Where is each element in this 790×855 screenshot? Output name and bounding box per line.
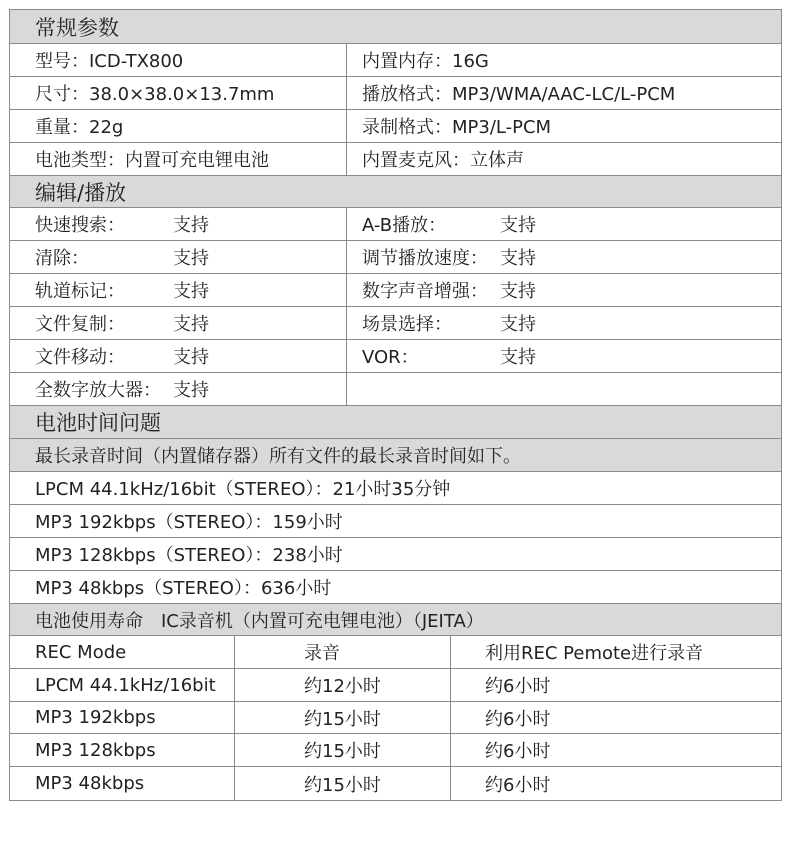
table-row [10,77,781,110]
feature-label: VOR： [362,347,419,368]
spec-cell: 电池类型：内置可充电锂电池 [10,143,347,175]
feature-value: 支持 [173,380,209,401]
remote-hours-cell: 约6小时 [485,741,551,762]
feature-value: 支持 [500,314,536,335]
table-row [10,110,781,143]
feature-cell [10,208,347,240]
feature-cell [10,340,347,372]
table-row [10,472,781,505]
section-header-battery-life: 电池使用寿命 IC录音机（内置可充电锂电池）（JEITA） [10,604,781,636]
feature-label: 数字声音增强： [362,281,488,302]
table-row [10,702,781,734]
remote-hours-cell: 约6小时 [485,676,551,697]
remote-hours-cell: 约6小时 [485,774,551,796]
spec-cell: 播放格式：MP3/WMA/AAC-LC/L-PCM [362,84,676,105]
feature-label: 轨道标记： [35,281,125,302]
table-row [10,143,781,176]
feature-label: 文件移动： [35,347,125,368]
feature-value: 支持 [173,248,209,269]
feature-cell [10,373,347,405]
column-header: 利用REC Pemote进行录音 [485,643,704,664]
table-row [10,767,781,800]
rec-mode-cell: MP3 128kbps [10,734,235,766]
spec-cell: 录制格式：MP3/L-PCM [362,117,552,138]
record-time-cell: MP3 128kbps（STEREO）：238小时 [35,545,343,566]
feature-value: 支持 [173,347,209,368]
feature-label: 文件复制： [35,314,125,335]
feature-cell [347,340,781,372]
table-row [10,505,781,538]
column-header: 录音 [235,636,451,668]
feature-label: 调节播放速度： [362,248,488,269]
spec-cell: 尺寸：38.0×38.0×13.7mm [10,77,347,109]
record-hours-cell: 约15小时 [235,702,451,733]
section-header-edit: 编辑/播放 [10,176,781,208]
feature-label: 快速搜索： [35,215,125,236]
record-hours-cell: 约12小时 [235,669,451,701]
table-header-row [10,636,781,669]
record-time-cell: MP3 48kbps（STEREO）：636小时 [35,578,332,599]
feature-value: 支持 [173,281,209,302]
table-row [10,241,781,274]
table-row [10,538,781,571]
spec-cell: 内置麦克风：立体声 [362,150,524,171]
rec-mode-cell: MP3 192kbps [10,702,235,733]
record-time-cell: LPCM 44.1kHz/16bit（STEREO）：21小时35分钟 [35,479,451,500]
feature-value: 支持 [500,248,536,269]
section-header-general: 常规参数 [10,10,781,44]
remote-hours-cell: 约6小时 [485,708,551,730]
table-row [10,274,781,307]
table-row [10,669,781,702]
feature-cell [10,241,347,273]
table-row [10,734,781,767]
rec-mode-cell: LPCM 44.1kHz/16bit [10,669,235,701]
spec-table [9,9,782,801]
feature-label: 场景选择： [362,314,452,335]
spec-cell: 型号：ICD-TX800 [10,44,347,76]
feature-cell [347,307,781,339]
feature-label: A-B播放： [362,215,447,236]
record-time-cell: MP3 192kbps（STEREO）：159小时 [35,512,343,533]
table-row [10,340,781,373]
table-row [10,44,781,77]
feature-value: 支持 [173,314,209,335]
feature-value: 支持 [500,347,536,368]
feature-label: 清除： [35,248,89,269]
table-row [10,571,781,604]
record-hours-cell: 约15小时 [235,767,451,800]
table-row [10,373,781,406]
section-header-battery-time: 电池时间问题 [10,406,781,439]
table-row [10,307,781,340]
spec-cell: 内置内存：16G [362,51,489,72]
spec-cell: 重量：22g [10,110,347,142]
record-hours-cell: 约15小时 [235,734,451,766]
feature-value: 支持 [500,215,536,236]
column-header: REC Mode [10,636,235,668]
feature-cell [10,274,347,306]
table-row [10,208,781,241]
feature-value: 支持 [500,281,536,302]
feature-cell [10,307,347,339]
feature-cell [347,208,781,240]
feature-cell [347,274,781,306]
feature-value: 支持 [173,215,209,236]
rec-mode-cell: MP3 48kbps [10,767,235,800]
battery-time-subtitle: 最长录音时间（内置储存器）所有文件的最长录音时间如下。 [10,439,781,472]
feature-label: 全数字放大器： [35,380,161,401]
feature-cell [347,373,781,405]
feature-cell [347,241,781,273]
